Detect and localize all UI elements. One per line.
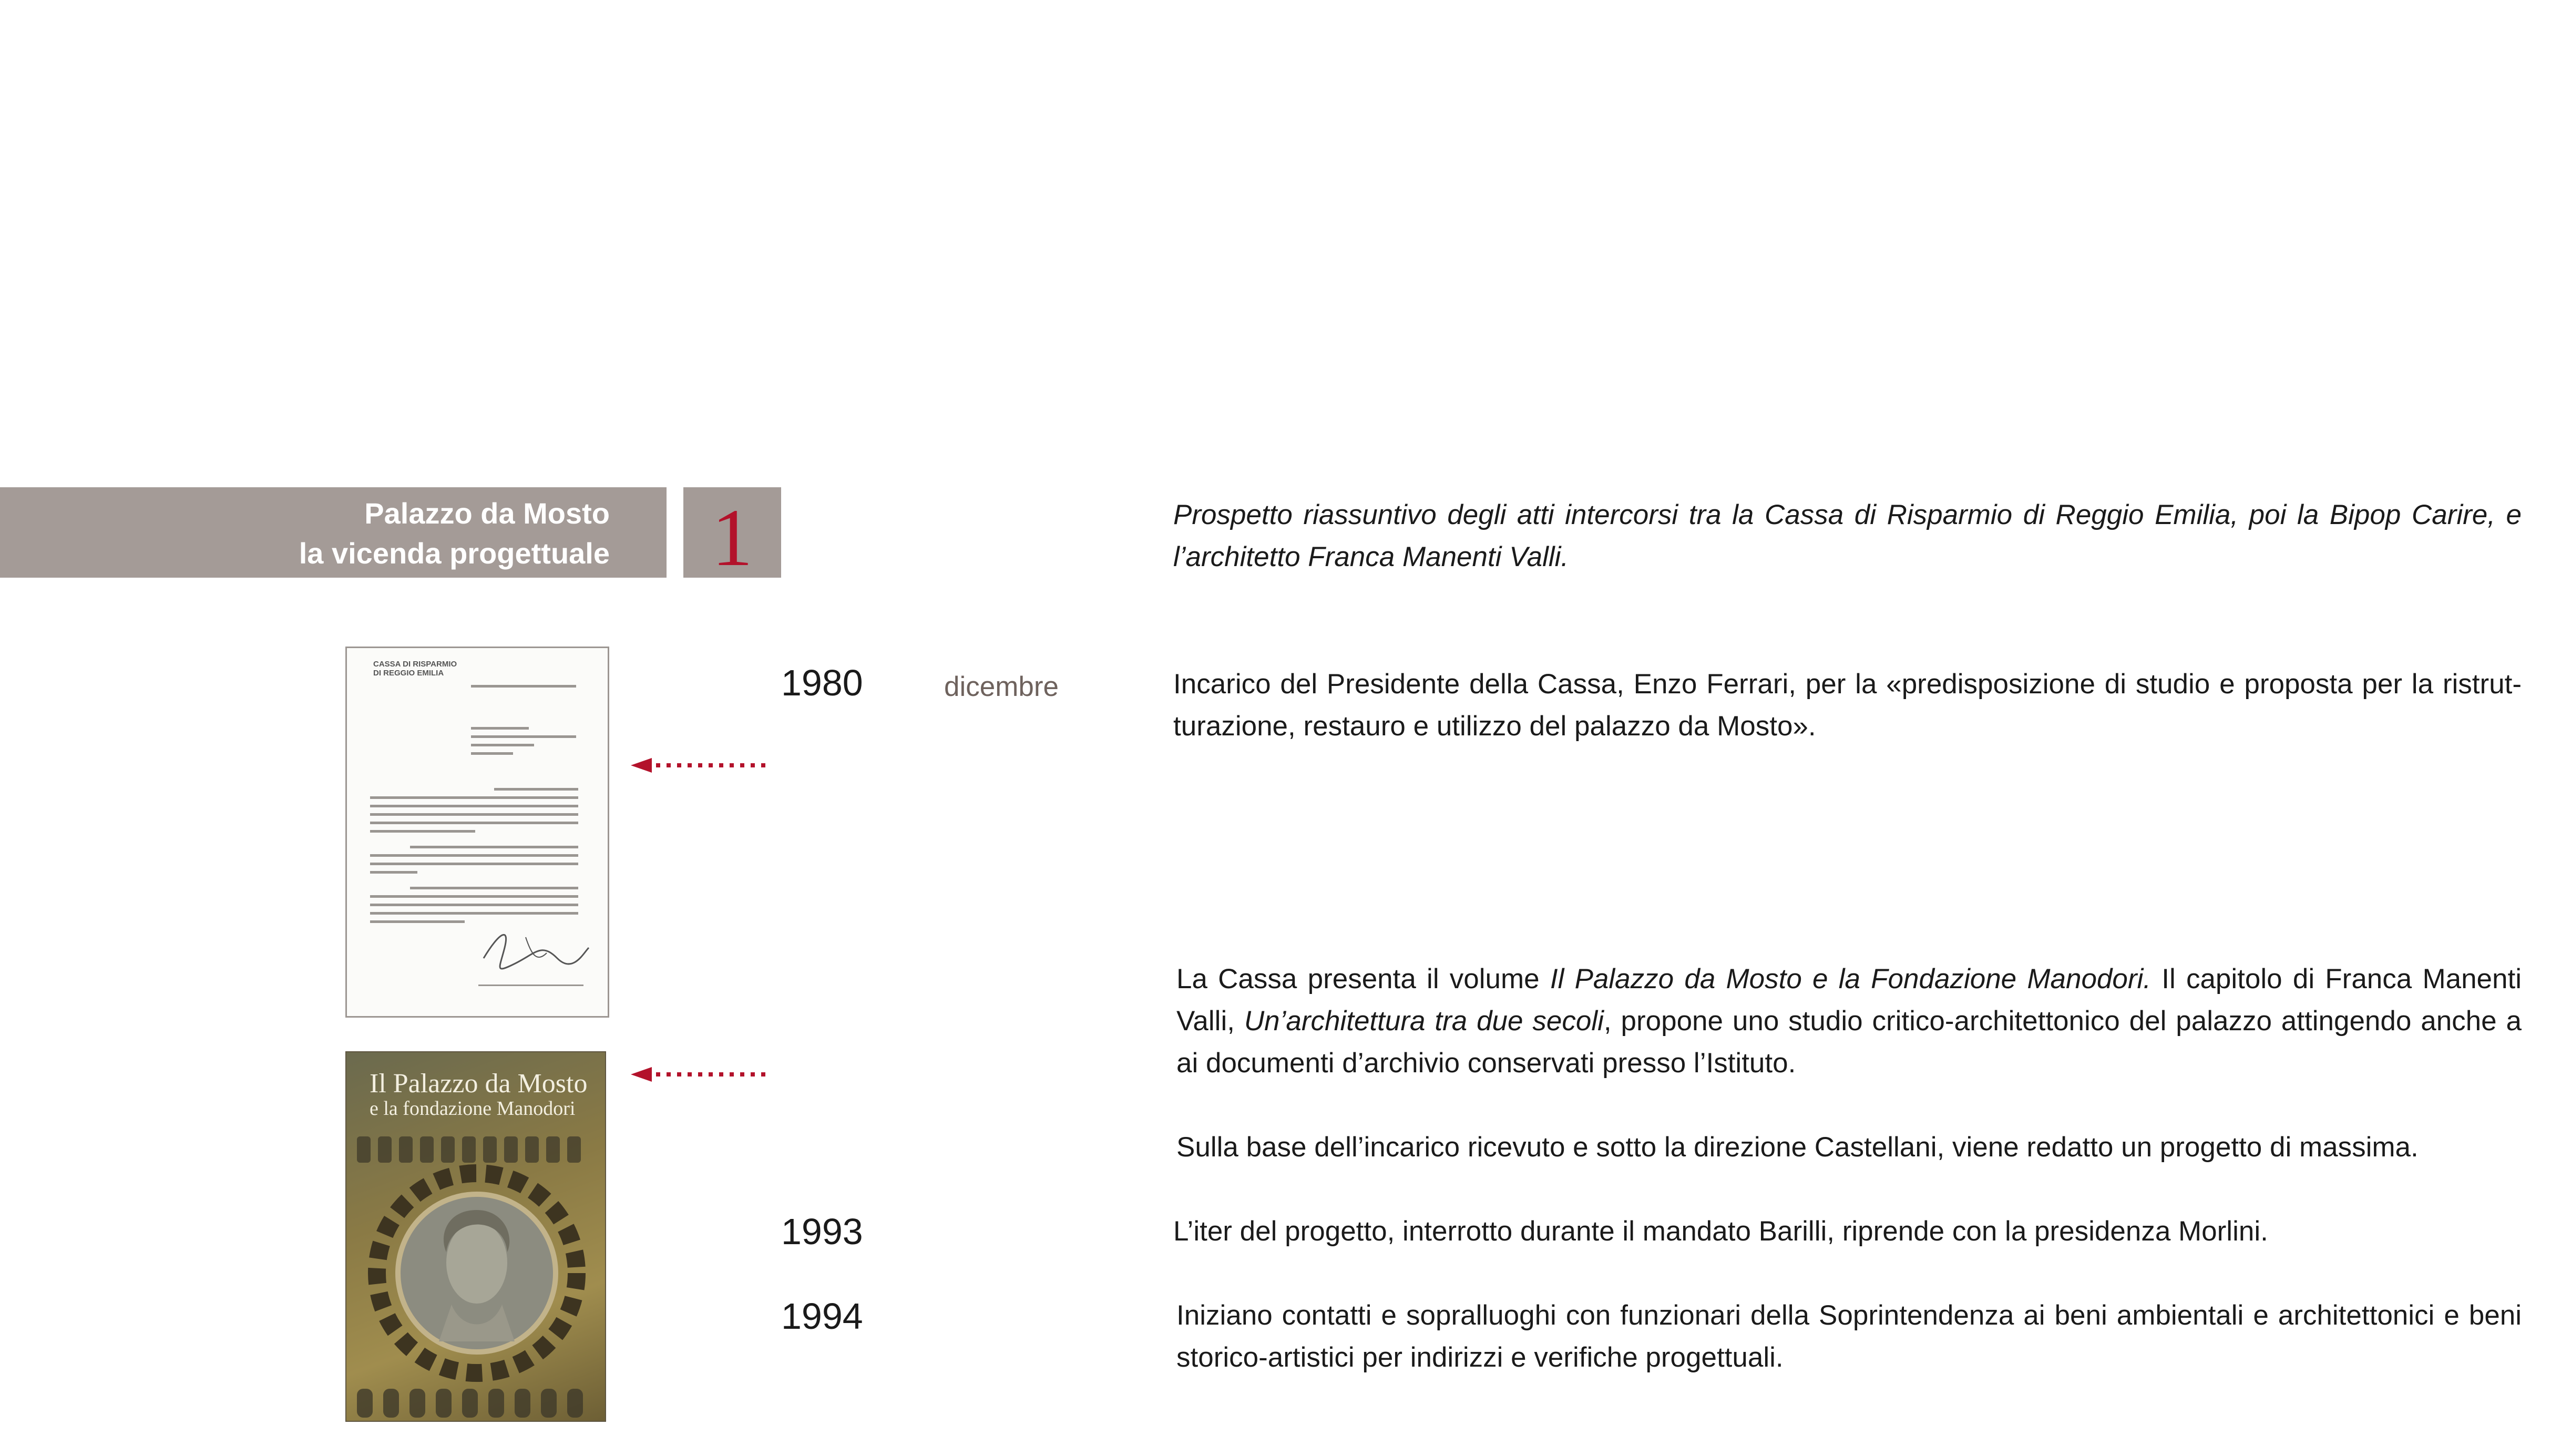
letter-text-line: [370, 920, 465, 923]
year-1980: 1980: [781, 662, 863, 703]
entry-1994-text: Iniziano contatti e sopralluoghi con funzionari della Soprintendenza ai beni ambientali e architettonici e beni storico-artistici per indirizzi e verifiche progettuali.: [1176, 1300, 2522, 1373]
entry-project-text: Sulla base dell’incarico ricevuto e sotto la direzione Castellani, viene redatto un progetto di massima.: [1176, 1132, 2419, 1163]
letter-text-line: [471, 727, 529, 730]
year-1994: 1994: [781, 1296, 863, 1337]
letter-text-line: [370, 871, 417, 874]
entry-book-text: [1176, 958, 2522, 1084]
letter-text-line: [410, 887, 578, 889]
entry-book-text-mid: Il capitolo di Franca Manenti Valli,: [1176, 963, 2522, 1037]
month-dicembre: dicembre: [944, 671, 1059, 702]
title-line-1: Palazzo da Mosto: [364, 497, 610, 530]
entry-1980-text: Incarico del Presidente della Cassa, Enzo Ferrari, per la «predisposizione di studio e proposta per la ristrut-turazione, restauro e utilizzo del palazzo da Mosto».: [1173, 669, 2522, 742]
letter-text-line: [494, 788, 578, 791]
book-title-line-1: Il Palazzo da Mosto: [370, 1069, 588, 1099]
letter-text-line: [410, 846, 578, 848]
letter-text-line: [471, 735, 576, 738]
year-1993: 1993: [781, 1211, 863, 1252]
title-line-2: la vicenda progettuale: [299, 537, 610, 570]
entry-1993-text: L’iter del progetto, interrotto durante il mandato Barilli, riprende con la presidenza Morlini.: [1173, 1216, 2268, 1247]
entry-chapter-title: Un’architettura tra due secoli: [1244, 1006, 1604, 1037]
letter-text-line: [370, 805, 578, 807]
letter-image: [345, 647, 609, 1018]
letter-text-line: [370, 813, 578, 816]
intro-text: Prospetto riassuntivo degli atti intercorsi tra la Cassa di Risparmio di Reggio Emilia, poi la Bipop Carire, e l’architetto Franca Manenti Valli.: [1173, 499, 2522, 572]
letter-text-line: [370, 863, 578, 865]
letter-logo: [373, 660, 457, 678]
letter-text-line: [370, 854, 578, 857]
letter-text-line: [370, 822, 578, 824]
letter-text-line: [471, 685, 576, 688]
letter-text-line: [370, 796, 578, 799]
letter-text-line: [370, 912, 578, 915]
arrow-left-icon: [631, 755, 767, 776]
medallion-icon: [346, 1131, 606, 1422]
entry-book-text-post: , propone uno studio critico-architettonico del palazzo attingendo anche a ai documenti d’archivio conservati presso l’Istituto.: [1176, 1006, 2522, 1079]
letter-text-line: [370, 830, 475, 833]
chapter-number-box: [683, 487, 781, 583]
arrow-left-icon: [631, 1064, 767, 1085]
entry-book-title: Il Palazzo da Mosto e la Fondazione Manodori.: [1550, 963, 2152, 994]
letter-text-line: [370, 904, 578, 906]
book-title-line-2: e la fondazione Manodori: [370, 1098, 576, 1120]
letter-text-line: [471, 752, 513, 755]
letter-text-line: [370, 895, 578, 898]
chapter-number: 1: [712, 492, 753, 583]
letter-logo-line-1: CASSA DI RISPARMIO: [373, 660, 457, 669]
title-band: [0, 487, 667, 578]
signature-icon: [478, 921, 594, 979]
letter-text-line: [471, 744, 534, 746]
entry-book-text-pre: La Cassa presenta il volume: [1176, 963, 1550, 994]
book-cover-image: [345, 1051, 606, 1422]
letter-signature-line: [478, 985, 583, 986]
letter-logo-line-2: DI REGGIO EMILIA: [373, 669, 444, 678]
